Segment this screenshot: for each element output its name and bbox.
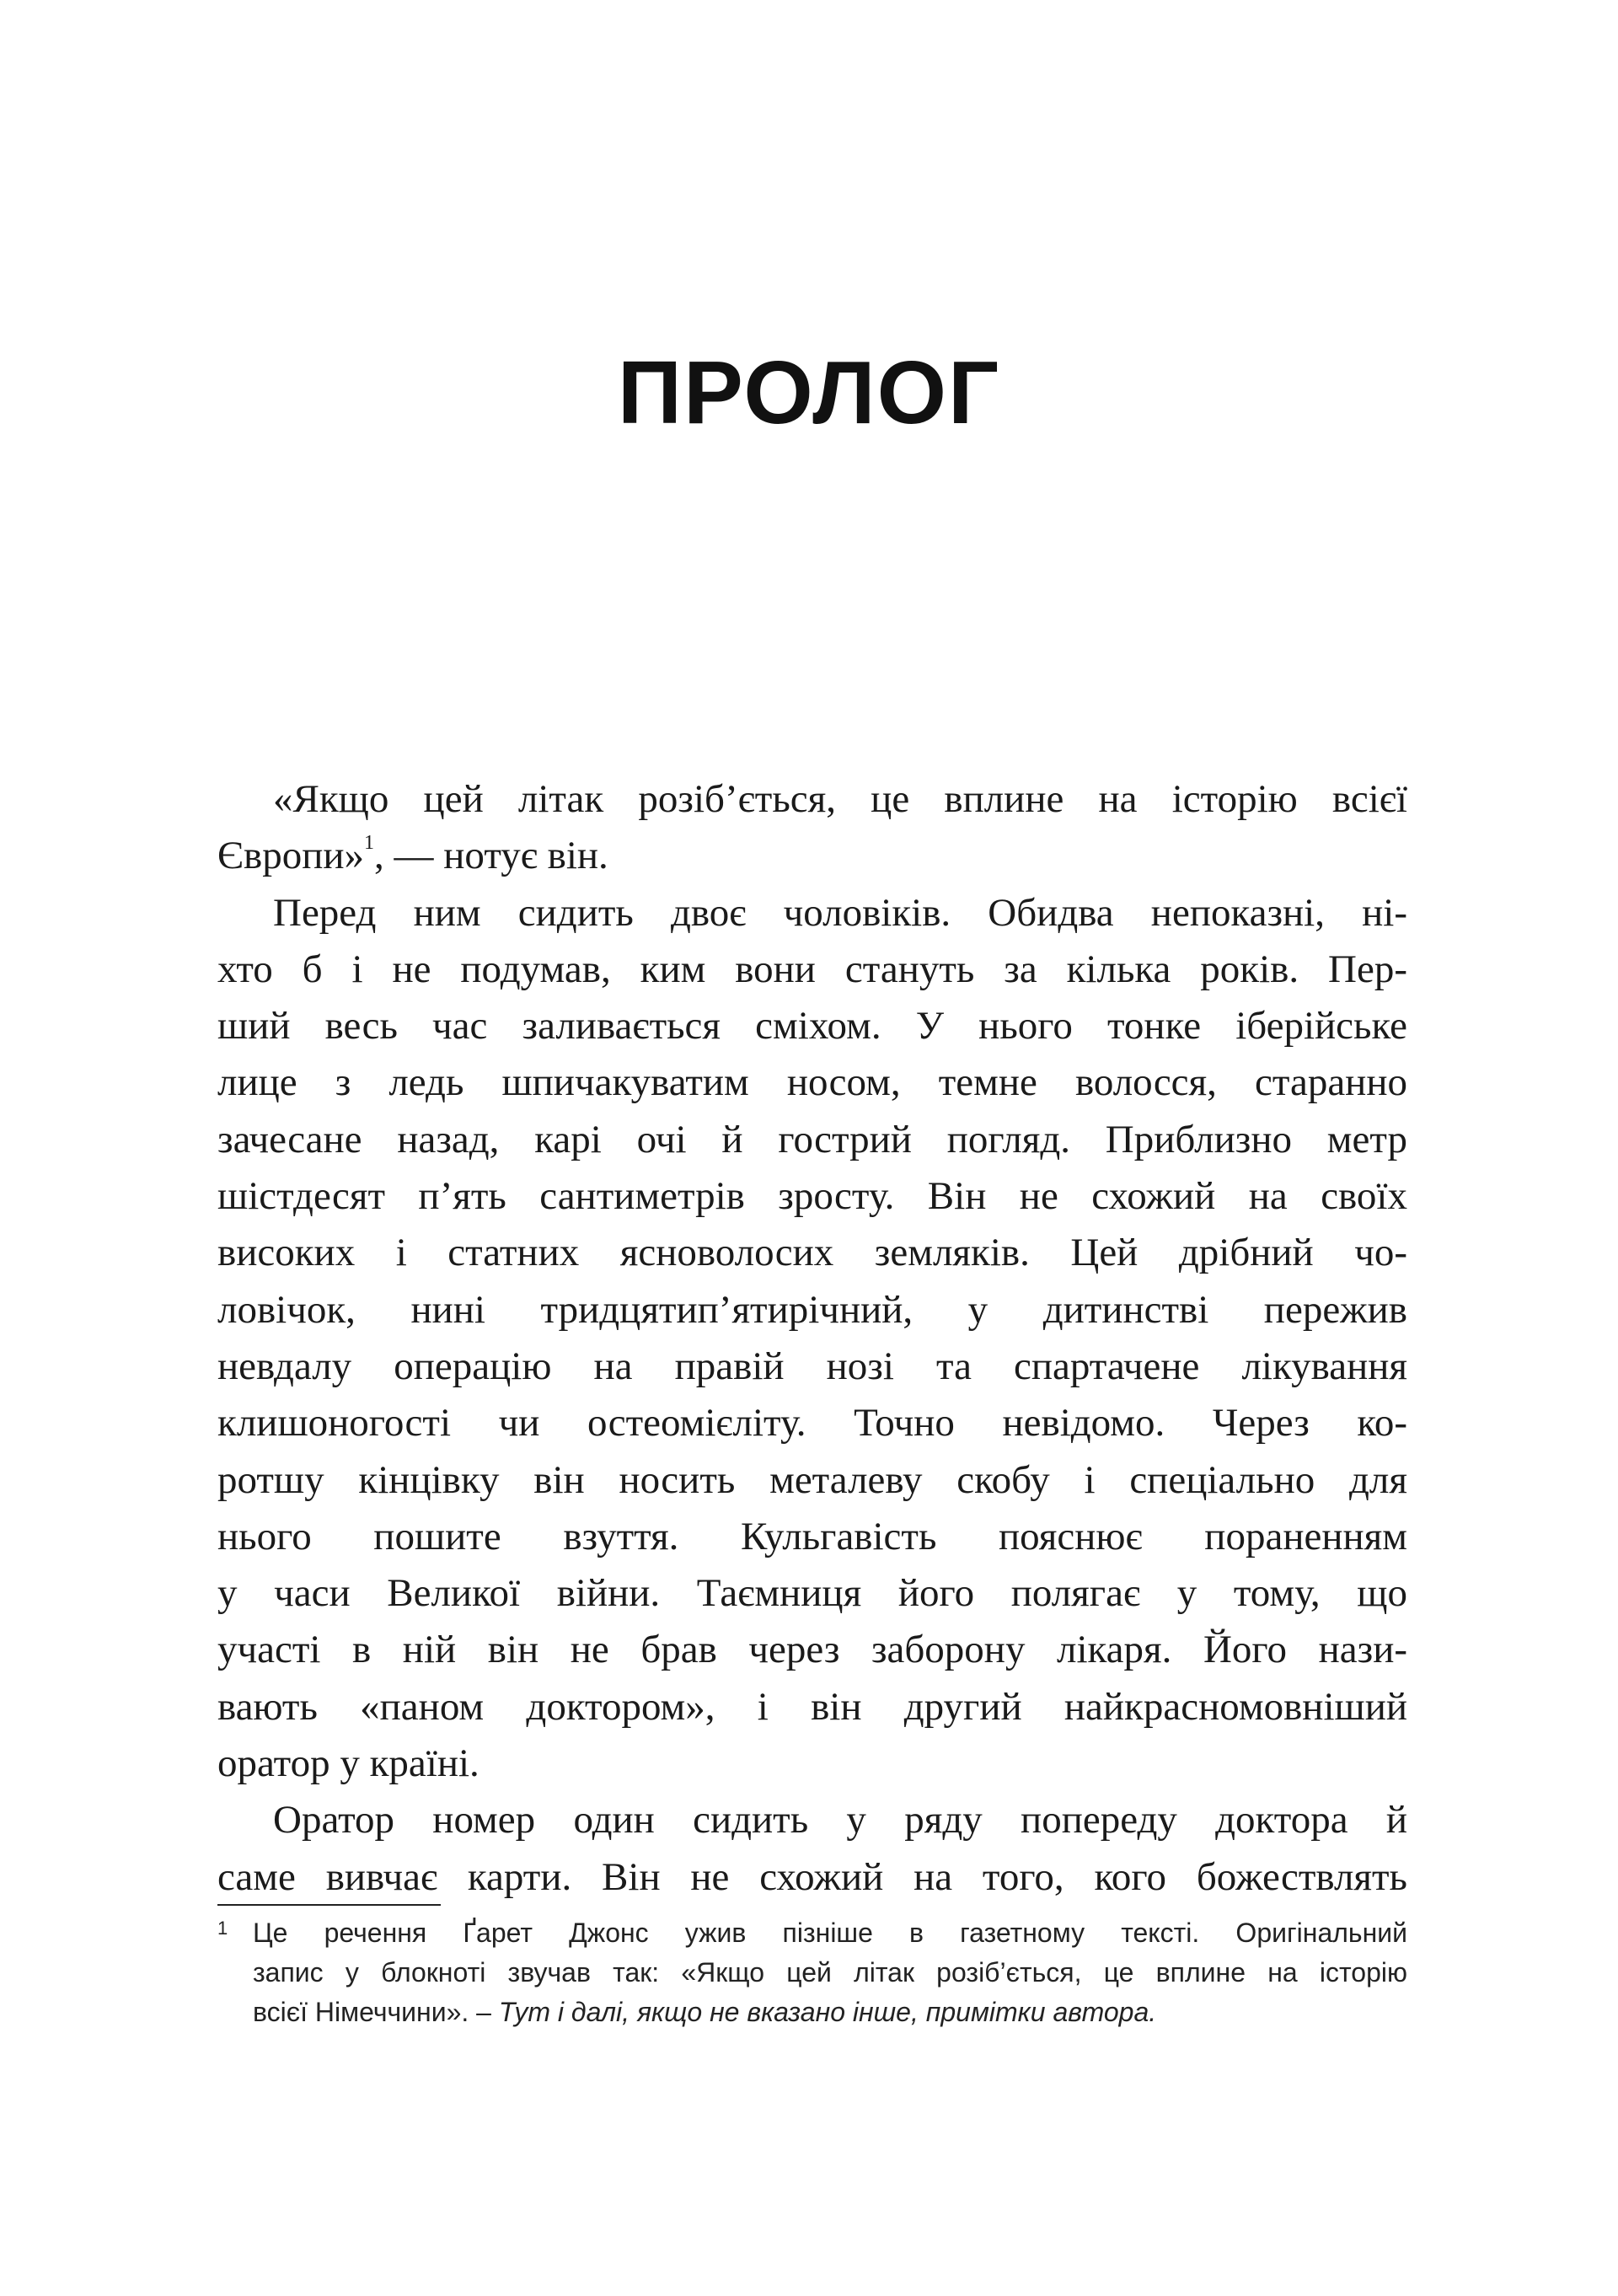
author-note: Тут і далі, якщо не вказано інше, примітки автора. [498, 1997, 1157, 2027]
footnote-line: запис у блокноті звучав так: «Якщо цей літак розіб’ється, це вплине на історію [253, 1957, 1407, 1988]
text-line: високих і статних ясноволосих земляків. Цей дрібний чо- [217, 1231, 1407, 1275]
text-line: нього пошите взуття. Кульгавість пояснює пораненням [217, 1514, 1407, 1558]
footnote-reference[interactable]: 1 [364, 832, 375, 855]
text-line: «Якщо цей літак розіб’ється, це вплине на історію всієї [273, 777, 1407, 821]
text-line: ший весь час заливається сміхом. У нього тонке іберійське [217, 1004, 1407, 1049]
text-fragment: , — нотує він. [374, 834, 608, 878]
chapter-title: ПРОЛОГ [617, 343, 1001, 443]
footnote-line [253, 1993, 1407, 2032]
text-line: клишоногості чи остеомієліту. Точно невідомо. Через ко- [217, 1401, 1407, 1446]
text-line: шістдесят п’ять сантиметрів зросту. Він не схожий на своїх [217, 1174, 1407, 1219]
text-line: ловічок, нині тридцятип’ятирічний, у дитинстві пережив [217, 1287, 1407, 1332]
text-line: Оратор номер один сидить у ряду попереду доктора й [273, 1798, 1407, 1843]
text-line: ротшу кінцівку він носить металеву скобу і спеціально для [217, 1457, 1407, 1502]
text-fragment: Європи» [217, 834, 365, 878]
body-text [217, 771, 1407, 1906]
text-line: Перед ним сидить двоє чоловіків. Обидва непоказні, ні- [273, 890, 1407, 935]
text-line: участі в ній він не брав через заборону лікаря. Його нази- [217, 1628, 1407, 1672]
text-line: вають «паном доктором», і він другий найкрасномовніший [217, 1684, 1407, 1729]
text-fragment: всієї Німеччини». – [253, 1997, 499, 2027]
footnote-divider [217, 1904, 441, 1906]
text-line: зачесане назад, карі очі й гострий погляд. Приблизно метр [217, 1117, 1407, 1161]
footnote-number: 1 [217, 1918, 228, 1939]
footnote-line: Це речення Ґарет Джонс ужив пізніше в газетному тексті. Оригінальний [253, 1918, 1407, 1948]
text-line: невдалу операцію на правій нозі та спартачене лікування [217, 1344, 1407, 1388]
text-line: хто б і не подумав, ким вони стануть за кілька років. Пер- [217, 947, 1407, 991]
text-line: оратор у країні. [217, 1741, 480, 1786]
text-line: лице з ледь шпичакуватим носом, темне волосся, старанно [217, 1060, 1407, 1105]
text-line: у часи Великої війни. Таємниця його полягає у тому, що [217, 1571, 1407, 1616]
footnote [217, 1913, 1407, 2032]
text-line [217, 828, 1407, 884]
text-line: саме вивчає карти. Він не схожий на того, кого божествлять [217, 1854, 1407, 1899]
